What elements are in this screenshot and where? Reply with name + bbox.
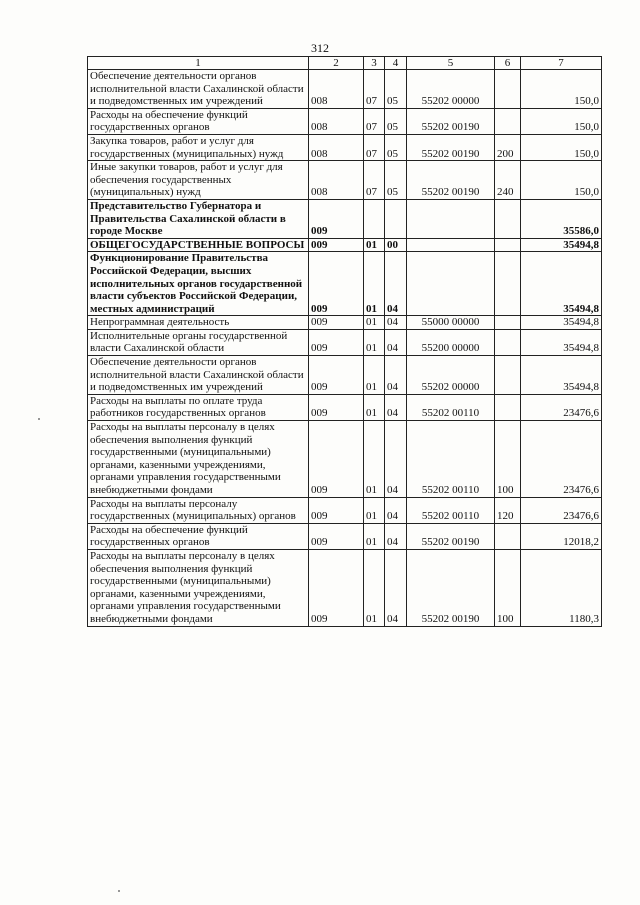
row-subsection-cell: 00 bbox=[385, 238, 407, 252]
row-code-cell: 009 bbox=[309, 252, 364, 316]
row-sum-cell: 150,0 bbox=[521, 134, 602, 160]
row-article-cell: 55202 00190 bbox=[407, 108, 495, 134]
row-article-cell: 55202 00000 bbox=[407, 70, 495, 109]
row-subsection-cell: 05 bbox=[385, 134, 407, 160]
row-code-cell: 009 bbox=[309, 316, 364, 330]
row-subsection-cell: 04 bbox=[385, 497, 407, 523]
column-header: 3 bbox=[364, 57, 385, 70]
budget-table bbox=[87, 56, 602, 627]
row-article-cell: 55202 00000 bbox=[407, 356, 495, 395]
row-subsection-cell: 04 bbox=[385, 549, 407, 626]
column-header: 5 bbox=[407, 57, 495, 70]
table-row bbox=[88, 421, 602, 498]
row-subsection-cell: 04 bbox=[385, 316, 407, 330]
row-article-cell: 55202 00110 bbox=[407, 394, 495, 420]
column-header: 7 bbox=[521, 57, 602, 70]
row-section-cell: 01 bbox=[364, 421, 385, 498]
page-number: 312 bbox=[311, 41, 329, 55]
row-type-cell bbox=[495, 70, 521, 109]
row-name-cell: Непрограммная деятельность bbox=[88, 316, 309, 330]
row-code-cell: 009 bbox=[309, 421, 364, 498]
row-sum-cell: 35494,8 bbox=[521, 356, 602, 395]
row-section-cell: 07 bbox=[364, 70, 385, 109]
table-row bbox=[88, 549, 602, 626]
row-code-cell: 009 bbox=[309, 199, 364, 238]
row-sum-cell: 12018,2 bbox=[521, 523, 602, 549]
row-article-cell: 55200 00000 bbox=[407, 329, 495, 355]
scan-speck bbox=[118, 890, 120, 892]
row-article-cell: 55202 00190 bbox=[407, 549, 495, 626]
row-subsection-cell: 04 bbox=[385, 329, 407, 355]
table-row bbox=[88, 497, 602, 523]
row-article-cell: 55000 00000 bbox=[407, 316, 495, 330]
row-section-cell: 01 bbox=[364, 238, 385, 252]
row-subsection-cell: 04 bbox=[385, 421, 407, 498]
row-subsection-cell: 05 bbox=[385, 161, 407, 200]
row-subsection-cell: 05 bbox=[385, 108, 407, 134]
row-sum-cell: 150,0 bbox=[521, 70, 602, 109]
row-code-cell: 008 bbox=[309, 161, 364, 200]
row-name-cell: Иные закупки товаров, работ и услуг для обеспечения государственных (муниципальных) нужд bbox=[88, 161, 309, 200]
table-row bbox=[88, 108, 602, 134]
row-type-cell: 240 bbox=[495, 161, 521, 200]
row-section-cell: 07 bbox=[364, 161, 385, 200]
row-code-cell: 009 bbox=[309, 238, 364, 252]
row-type-cell bbox=[495, 238, 521, 252]
row-type-cell bbox=[495, 108, 521, 134]
row-code-cell: 009 bbox=[309, 523, 364, 549]
table-row bbox=[88, 199, 602, 238]
table-row bbox=[88, 70, 602, 109]
row-type-cell bbox=[495, 329, 521, 355]
row-name-cell: Закупка товаров, работ и услуг для государственных (муниципальных) нужд bbox=[88, 134, 309, 160]
column-header: 4 bbox=[385, 57, 407, 70]
row-code-cell: 009 bbox=[309, 394, 364, 420]
row-article-cell: 55202 00190 bbox=[407, 134, 495, 160]
row-name-cell: Расходы на выплаты персоналу государственных (муниципальных) органов bbox=[88, 497, 309, 523]
row-name-cell: Обеспечение деятельности органов исполнительной власти Сахалинской области и подведомственных им учреждений bbox=[88, 356, 309, 395]
row-section-cell: 01 bbox=[364, 316, 385, 330]
row-type-cell: 100 bbox=[495, 421, 521, 498]
column-header: 6 bbox=[495, 57, 521, 70]
row-name-cell: Исполнительные органы государственной власти Сахалинской области bbox=[88, 329, 309, 355]
row-type-cell bbox=[495, 356, 521, 395]
row-article-cell bbox=[407, 199, 495, 238]
row-section-cell: 07 bbox=[364, 108, 385, 134]
row-name-cell: Функционирование Правительства Российской Федерации, высших исполнительных органов государственной власти субъектов Российской Федерации, местных администраций bbox=[88, 252, 309, 316]
row-sum-cell: 23476,6 bbox=[521, 497, 602, 523]
row-name-cell: Обеспечение деятельности органов исполнительной власти Сахалинской области и подведомственных им учреждений bbox=[88, 70, 309, 109]
row-section-cell: 07 bbox=[364, 134, 385, 160]
row-section-cell: 01 bbox=[364, 394, 385, 420]
row-name-cell: Расходы на выплаты персоналу в целях обеспечения выполнения функций государственными (муниципальными) органами, казенными учреждениями, органами управления государственными внебюджетными фондами bbox=[88, 421, 309, 498]
scan-speck bbox=[38, 418, 40, 420]
row-section-cell: 01 bbox=[364, 252, 385, 316]
row-section-cell: 01 bbox=[364, 497, 385, 523]
row-name-cell: Представительство Губернатора и Правительства Сахалинской области в городе Москве bbox=[88, 199, 309, 238]
row-sum-cell: 35494,8 bbox=[521, 252, 602, 316]
row-subsection-cell: 04 bbox=[385, 356, 407, 395]
table-row bbox=[88, 523, 602, 549]
row-subsection-cell: 04 bbox=[385, 523, 407, 549]
table-row bbox=[88, 161, 602, 200]
row-sum-cell: 1180,3 bbox=[521, 549, 602, 626]
row-sum-cell: 150,0 bbox=[521, 108, 602, 134]
column-header: 1 bbox=[88, 57, 309, 70]
row-name-cell: Расходы на выплаты персоналу в целях обеспечения выполнения функций государственными (муниципальными) органами, казенными учреждениями, органами управления государственными внебюджетными фондами bbox=[88, 549, 309, 626]
row-article-cell: 55202 00110 bbox=[407, 421, 495, 498]
table-row bbox=[88, 394, 602, 420]
row-type-cell: 200 bbox=[495, 134, 521, 160]
row-code-cell: 009 bbox=[309, 329, 364, 355]
column-header-row bbox=[88, 57, 602, 70]
table-row bbox=[88, 316, 602, 330]
row-subsection-cell bbox=[385, 199, 407, 238]
row-name-cell: Расходы на обеспечение функций государственных органов bbox=[88, 523, 309, 549]
table-row bbox=[88, 252, 602, 316]
row-sum-cell: 23476,6 bbox=[521, 421, 602, 498]
row-section-cell: 01 bbox=[364, 523, 385, 549]
row-sum-cell: 150,0 bbox=[521, 161, 602, 200]
row-article-cell: 55202 00110 bbox=[407, 497, 495, 523]
row-code-cell: 008 bbox=[309, 70, 364, 109]
row-sum-cell: 35586,0 bbox=[521, 199, 602, 238]
row-code-cell: 009 bbox=[309, 549, 364, 626]
row-subsection-cell: 05 bbox=[385, 70, 407, 109]
row-code-cell: 008 bbox=[309, 108, 364, 134]
row-code-cell: 009 bbox=[309, 497, 364, 523]
row-sum-cell: 35494,8 bbox=[521, 316, 602, 330]
row-subsection-cell: 04 bbox=[385, 394, 407, 420]
table-row bbox=[88, 238, 602, 252]
row-code-cell: 008 bbox=[309, 134, 364, 160]
row-section-cell bbox=[364, 199, 385, 238]
row-type-cell bbox=[495, 394, 521, 420]
row-type-cell bbox=[495, 523, 521, 549]
row-sum-cell: 35494,8 bbox=[521, 329, 602, 355]
row-section-cell: 01 bbox=[364, 329, 385, 355]
row-subsection-cell: 04 bbox=[385, 252, 407, 316]
row-article-cell bbox=[407, 238, 495, 252]
column-header: 2 bbox=[309, 57, 364, 70]
table-row bbox=[88, 329, 602, 355]
row-sum-cell: 23476,6 bbox=[521, 394, 602, 420]
row-name-cell: Расходы на выплаты по оплате труда работников государственных органов bbox=[88, 394, 309, 420]
row-sum-cell: 35494,8 bbox=[521, 238, 602, 252]
row-type-cell bbox=[495, 316, 521, 330]
row-section-cell: 01 bbox=[364, 549, 385, 626]
row-article-cell: 55202 00190 bbox=[407, 523, 495, 549]
row-code-cell: 009 bbox=[309, 356, 364, 395]
table-row bbox=[88, 134, 602, 160]
row-type-cell: 120 bbox=[495, 497, 521, 523]
row-article-cell bbox=[407, 252, 495, 316]
row-article-cell: 55202 00190 bbox=[407, 161, 495, 200]
row-name-cell: Расходы на обеспечение функций государственных органов bbox=[88, 108, 309, 134]
row-type-cell bbox=[495, 252, 521, 316]
row-name-cell: ОБЩЕГОСУДАРСТВЕННЫЕ ВОПРОСЫ bbox=[88, 238, 309, 252]
table-row bbox=[88, 356, 602, 395]
row-type-cell bbox=[495, 199, 521, 238]
row-section-cell: 01 bbox=[364, 356, 385, 395]
row-type-cell: 100 bbox=[495, 549, 521, 626]
